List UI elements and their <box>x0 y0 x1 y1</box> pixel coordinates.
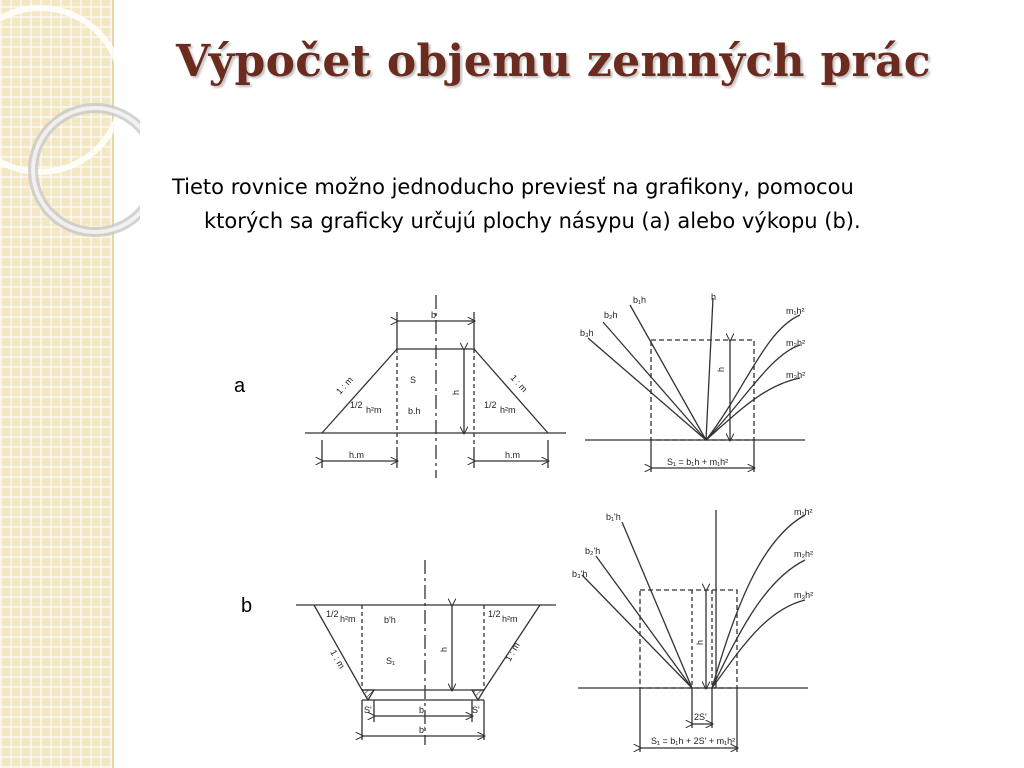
label-formula-nomogram-a: S₁ = b₁h + m₁h² <box>667 457 729 467</box>
vertical-axis-nomogram-a <box>706 298 713 440</box>
label-slope-right-b: 1 : m <box>503 640 522 663</box>
label-curve3-b: m₃h² <box>794 590 814 600</box>
label-frac-right-a: 1/2 <box>484 400 497 410</box>
hatch-right <box>472 690 484 700</box>
label-curve1-a: m₁h² <box>786 306 805 316</box>
label-curve2-a: m₂h² <box>786 338 805 348</box>
label-frac-right-b: 1/2 <box>488 609 501 619</box>
label-axis-h-a: h <box>711 292 717 302</box>
label-base-total-b: b' <box>419 725 426 735</box>
label-base-b: b <box>419 705 425 715</box>
label-height-nomogram-b: h <box>695 639 705 645</box>
label-slope-right-a: 1 : m <box>508 372 530 395</box>
label-area-s: S <box>410 375 417 385</box>
label-curve2-b: m₂h² <box>794 549 813 559</box>
label-height-a: h <box>451 389 461 395</box>
hatch-left <box>362 690 374 700</box>
label-line1-a: b₁h <box>633 295 647 305</box>
embankment-outline <box>322 349 548 433</box>
label-height-b: h <box>439 646 449 652</box>
label-curve1-b: m₁h² <box>794 507 813 517</box>
label-line3-b: b₃'h <box>572 569 588 579</box>
label-formula-center-b: b'h <box>384 615 396 625</box>
label-base-right-a: h.m <box>505 450 521 460</box>
label-formula-right-a: h²m <box>500 405 516 415</box>
label-center-2s: 2S' <box>694 712 707 722</box>
label-line1-b: b₁'h <box>606 512 621 522</box>
figure-label-b: b <box>241 595 253 617</box>
body-text-line-2: ktorých sa graficky určujú plochy násypu (a) alebo výkopu (b). <box>204 209 861 233</box>
label-area-s1: S₁ <box>386 656 396 666</box>
label-formula-nomogram-b: S₁ = b₁h + 2S' + m₁h² <box>651 736 736 746</box>
label-base-left-a: h.m <box>349 450 365 460</box>
label-height-nomogram-a: h <box>716 366 726 372</box>
label-formula-right-b: h²m <box>502 614 518 624</box>
label-s-right: S' <box>472 705 480 715</box>
nomogram-b <box>578 510 808 752</box>
label-line2-a: b₂h <box>604 310 618 320</box>
label-frac-left-b: 1/2 <box>326 609 339 619</box>
body-text-line-1: Tieto rovnice možno jednoducho previesť na grafikony, pomocou <box>172 175 854 199</box>
label-b-top: b <box>431 310 437 320</box>
label-formula-center-a: b.h <box>408 406 421 416</box>
figure-label-a: a <box>234 375 246 397</box>
label-s-left: S' <box>364 705 372 715</box>
label-slope-left-b: 1 : m <box>328 648 347 671</box>
label-line3-a: b₃h <box>580 328 594 338</box>
label-formula-left-b: h²m <box>340 614 356 624</box>
slide-title: Výpočet objemu zemných prác <box>176 36 931 87</box>
label-formula-left-a: h²m <box>366 405 382 415</box>
nomogram-a <box>585 298 805 472</box>
label-line2-b: b₂'h <box>585 546 601 556</box>
label-curve3-a: m₃h² <box>786 370 806 380</box>
label-frac-left-a: 1/2 <box>350 400 363 410</box>
label-slope-left-a: 1 : m <box>334 374 355 397</box>
